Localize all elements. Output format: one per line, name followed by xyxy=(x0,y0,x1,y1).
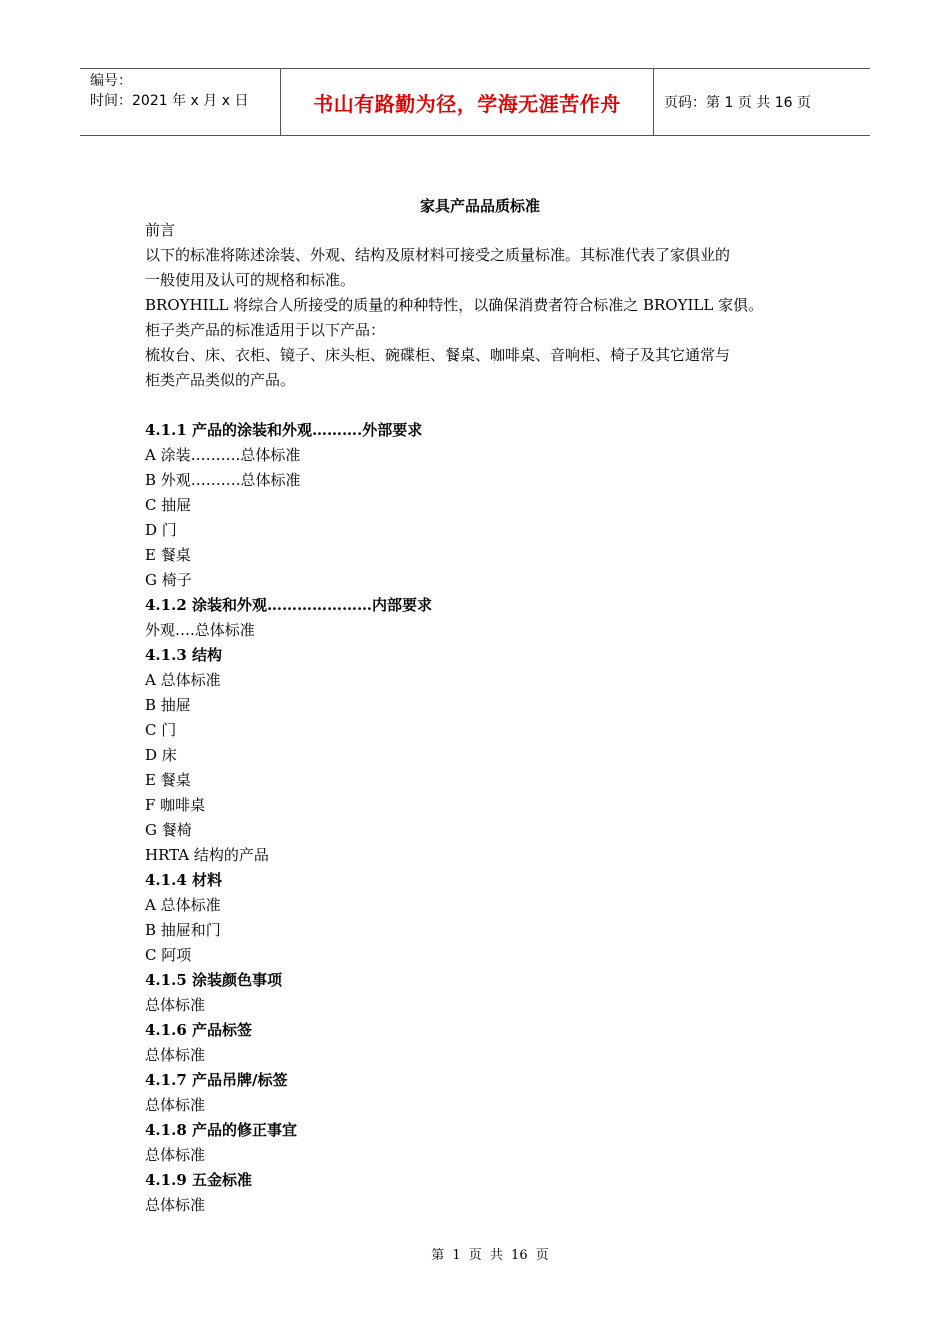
section-item: G 椅子 xyxy=(145,571,192,589)
intro-line: BROYHILL 将综合人所接受的质量的种种特性，以确保消费者符合标准之 BROYILL 家俱。 xyxy=(145,296,764,314)
section-item: 总体标准 xyxy=(145,1196,206,1214)
section-item: A 总体标准 xyxy=(145,671,221,689)
section-item: G 餐椅 xyxy=(145,821,192,839)
section-item: D 床 xyxy=(145,746,177,764)
spacer xyxy=(145,393,815,418)
preface-heading: 前言 xyxy=(145,221,176,239)
section-item: B 抽屉和门 xyxy=(145,921,221,939)
intro-line: 柜类产品类似的产品。 xyxy=(145,371,296,389)
intro-line: 一般使用及认可的规格和标准。 xyxy=(145,271,356,289)
document-body xyxy=(145,218,815,1218)
section-item: F 咖啡桌 xyxy=(145,796,206,814)
section-item: 总体标准 xyxy=(145,1146,206,1164)
page-header xyxy=(80,68,870,136)
section-heading: 4.1.6 产品标签 xyxy=(145,1021,252,1039)
section-heading: 4.1.4 材料 xyxy=(145,871,222,889)
section-heading: 4.1.3 结构 xyxy=(145,646,222,664)
document-title: 家具产品品质标准 xyxy=(419,197,540,215)
section-heading: 4.1.2 涂装和外观…………………内部要求 xyxy=(145,596,432,614)
section-item: A 总体标准 xyxy=(145,896,221,914)
intro-line: 梳妆台、床、衣柜、镜子、床头柜、碗碟柜、餐桌、咖啡桌、音响柜、椅子及其它通常与 xyxy=(145,346,731,364)
section-item: 总体标准 xyxy=(145,1096,206,1114)
header-motto: 书山有路勤为径，学海无涯苦作舟 xyxy=(281,69,654,135)
document-date-label: 时间：2021 年 x 月 x 日 xyxy=(90,93,249,109)
section-item: E 餐桌 xyxy=(145,546,191,564)
section-item: 总体标准 xyxy=(145,996,206,1014)
section-heading: 4.1.7 产品吊牌/标签 xyxy=(145,1071,288,1089)
section-item: 总体标准 xyxy=(145,1046,206,1064)
document-number-label: 编号： xyxy=(90,73,132,89)
section-item: B 外观……….总体标准 xyxy=(145,471,301,489)
intro-line: 以下的标准将陈述涂装、外观、结构及原材料可接受之质量标准。其标准代表了家俱业的 xyxy=(145,246,731,264)
section-item: HRTA 结构的产品 xyxy=(145,846,269,864)
section-heading: 4.1.9 五金标准 xyxy=(145,1171,252,1189)
section-heading: 4.1.5 涂装颜色事项 xyxy=(145,971,282,989)
section-item: A 涂装……….总体标准 xyxy=(145,446,301,464)
section-heading: 4.1.8 产品的修正事宜 xyxy=(145,1121,297,1139)
section-item: C 门 xyxy=(145,721,177,739)
section-item: B 抽屉 xyxy=(145,696,191,714)
section-item: C 阿项 xyxy=(145,946,192,964)
section-heading: 4.1.1 产品的涂装和外观……….外部要求 xyxy=(145,421,423,439)
header-page-info: 页码：第 1 页 共 16 页 xyxy=(664,95,811,111)
header-meta xyxy=(80,69,281,135)
section-item: C 抽屉 xyxy=(145,496,192,514)
section-item: 外观….总体标准 xyxy=(145,621,255,639)
intro-line: 柜子类产品的标准适用于以下产品： xyxy=(145,321,386,339)
page-footer: 第 1 页 共 16 页 xyxy=(431,1248,549,1263)
section-item: D 门 xyxy=(145,521,177,539)
section-item: E 餐桌 xyxy=(145,771,191,789)
